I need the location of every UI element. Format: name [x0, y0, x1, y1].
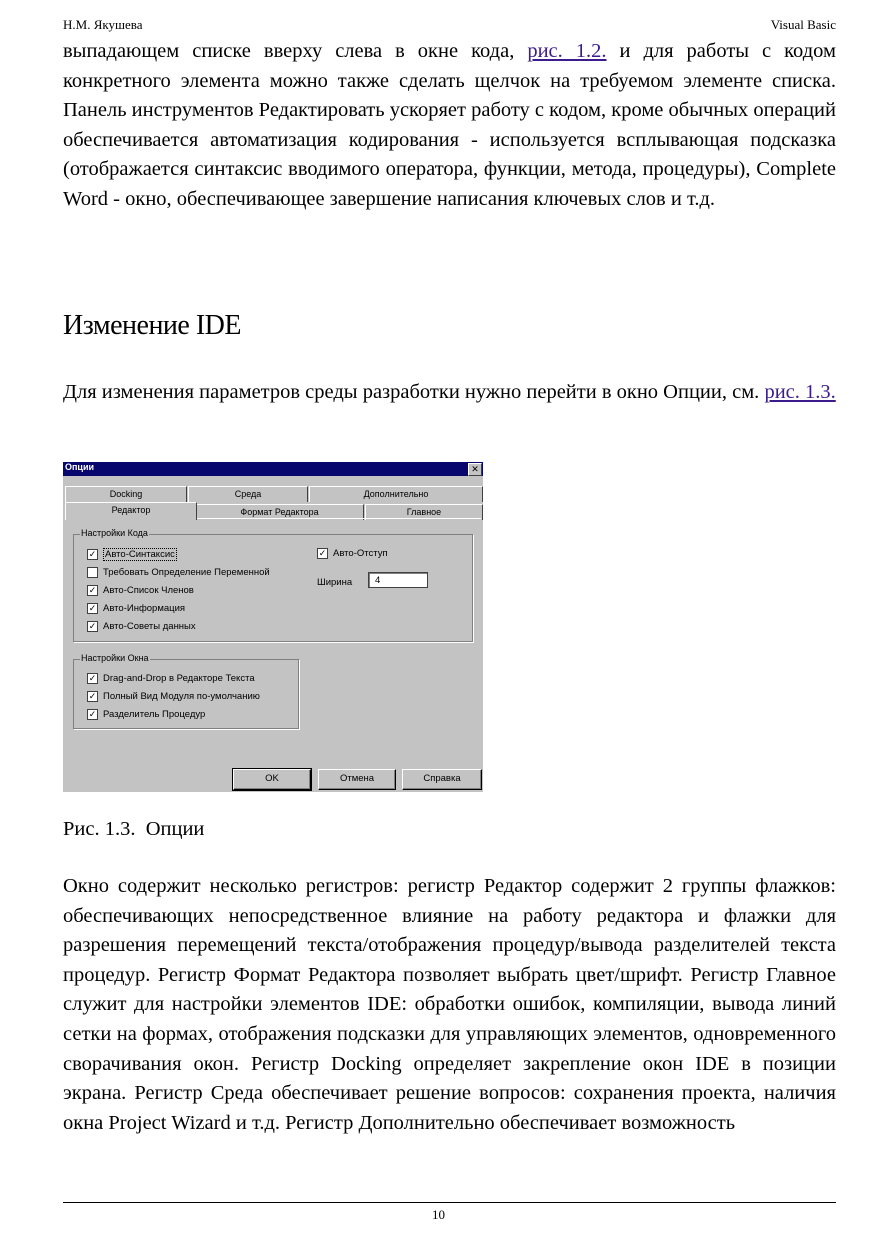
checkbox-icon — [87, 567, 98, 578]
checkbox-auto-data-tips[interactable]: ✓ Авто-Советы данных — [88, 621, 196, 632]
checkbox-icon: ✓ — [88, 691, 97, 701]
help-button[interactable]: Справка — [402, 769, 482, 790]
checkbox-auto-info[interactable]: ✓ Авто-Информация — [88, 603, 186, 614]
checkbox-auto-list-members[interactable]: ✓ Авто-Список Членов — [88, 585, 194, 596]
cancel-button[interactable]: Отмена — [318, 769, 396, 790]
header-author: Н.М. Якушева — [63, 17, 143, 32]
window-settings-label: Настройки Окна — [81, 653, 149, 663]
checkbox-require-variable[interactable]: Требовать Определение Переменной — [87, 567, 270, 578]
code-settings-label: Настройки Кода — [81, 528, 148, 538]
dialog-title: Опции — [65, 462, 95, 472]
dialog-titlebar — [63, 462, 483, 476]
header-subject: Visual Basic — [770, 17, 836, 32]
tab-width-input[interactable]: 4 — [368, 572, 428, 588]
checkbox-icon: ✓ — [88, 585, 97, 595]
checkbox-icon: ✓ — [88, 549, 97, 559]
tab-advanced[interactable]: Дополнительно — [309, 486, 483, 502]
checkbox-auto-syntax[interactable]: ✓ Авто-Синтаксис — [88, 549, 175, 560]
tab-docking[interactable]: Docking — [65, 486, 187, 502]
tab-editor[interactable]: Редактор — [65, 502, 197, 520]
tab-environment[interactable]: Среда — [188, 486, 308, 502]
checkbox-full-module-view[interactable]: ✓ Полный Вид Модуля по-умолчанию — [88, 691, 260, 702]
checkbox-icon: ✓ — [88, 673, 97, 683]
close-icon[interactable]: ✕ — [468, 463, 482, 476]
checkbox-icon: ✓ — [88, 621, 97, 631]
paragraph-intro: выпадающем списке вверху слева в окне кода, рис. 1.2. и для работы с кодом конкретного элемента можно также сделать щелчок на требуемом элементе списка. Панель инструментов Редактировать ускоряет работу с кодом, кроме обычных операций обеспечивается автоматизация кодирования - используется всплывающая подсказка (отображается синтаксис вводимого оператора, функции, метода, процедуры), Complete Word - окно, обеспечивающее завершение написания ключевых слов и т.д. — [63, 40, 836, 210]
figure-caption: Рис. 1.3. Опции — [63, 818, 205, 840]
page-number: 10 — [432, 1207, 445, 1222]
options-dialog-figure — [63, 462, 483, 792]
footer-divider — [63, 1202, 836, 1203]
checkbox-drag-drop[interactable]: ✓ Drag-and-Drop в Редакторе Текста — [88, 673, 255, 684]
paragraph-options: Для изменения параметров среды разработки нужно перейти в окно Опции, см. рис. 1.3. — [63, 381, 836, 403]
ok-button[interactable]: OK — [233, 769, 311, 790]
link-fig-1-2[interactable]: рис. 1.2. — [527, 40, 607, 62]
checkbox-procedure-separator[interactable]: ✓ Разделитель Процедур — [88, 709, 206, 720]
checkbox-icon: ✓ — [88, 709, 97, 719]
section-heading: Изменение IDE — [63, 310, 241, 341]
link-fig-1-3[interactable]: рис. 1.3. — [764, 381, 836, 403]
paragraph-registers: Окно содержит несколько регистров: регистр Редактор содержит 2 группы флажков: обеспечивающих непосредственное влияние на работу редактора и флажки для разрешения перемещений текста/отображения процедур/вывода разделителей текста процедур. Регистр Формат Редактора позволяет выбрать цвет/шрифт. Регистр Главное служит для настройки элементов IDE: обработки ошибок, компиляции, вывода линий сетки на формах, отображения подсказки для управляющих элементов, одновременного сворачивания окон. Регистр Docking определяет закрепление окон IDE в позиции экрана. Регистр Среда обеспечивает решение вопросов: сохранения проекта, наличия окна Project Wizard и т.д. Регистр Дополнительно обеспечивает возможность — [63, 875, 836, 1134]
checkbox-icon: ✓ — [318, 548, 327, 558]
tab-general[interactable]: Главное — [365, 504, 483, 520]
checkbox-auto-indent[interactable]: ✓ Авто-Отступ — [318, 548, 388, 559]
checkbox-icon: ✓ — [88, 603, 97, 613]
tab-width-label: Ширина — [317, 577, 353, 588]
tab-editor-format[interactable]: Формат Редактора — [195, 504, 364, 520]
